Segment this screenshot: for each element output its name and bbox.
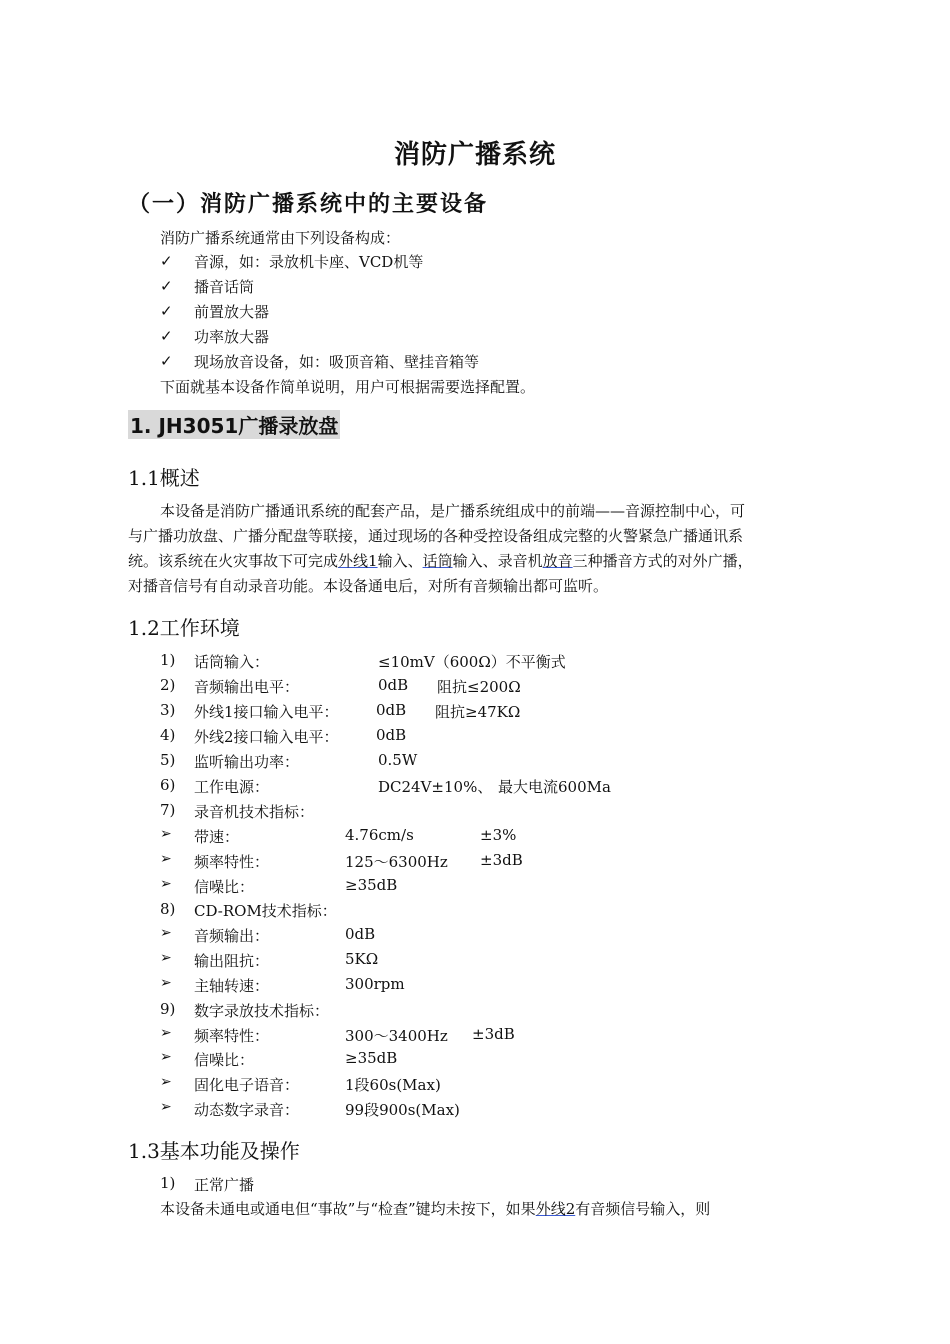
spec-label: 外线2接口输入电平：: [194, 728, 339, 746]
spec-value: 0.5W: [378, 751, 418, 769]
heading-1-2: 1.2工作环境: [128, 616, 240, 640]
spec-label: 信噪比：: [194, 1051, 255, 1069]
function-label: 正常广播: [194, 1176, 255, 1194]
after-list-text: 下面就基本设备作简单说明，用户可根据需要选择配置。: [160, 378, 536, 396]
spec-value: ≤10mV（600Ω）不平衡式: [378, 653, 566, 671]
spec-value: ≥35dB: [345, 876, 398, 894]
spec-value: 1段60s(Max): [345, 1076, 441, 1094]
spec-value-2: ±3dB: [480, 851, 523, 869]
spec-value: 0dB: [376, 701, 407, 719]
spec-label: 频率特性：: [194, 853, 270, 871]
heading-1-3: 1.3基本功能及操作: [128, 1139, 300, 1163]
spec-value: 125～6300Hz: [345, 853, 448, 871]
spec-value-2: ±3dB: [472, 1025, 515, 1043]
spec-value: 5KΩ: [345, 950, 379, 968]
list-item: 现场放音设备，如：吸顶音箱、壁挂音箱等: [194, 353, 480, 371]
spec-label: 输出阻抗：: [194, 952, 270, 970]
spec-value: 4.76cm/s: [345, 826, 414, 844]
arrow-bullet-icon: ➢: [160, 1099, 172, 1115]
spec-number: 7): [160, 801, 176, 819]
overview-line: 统。该系统在火灾事故下可完成外线1输入、话筒输入、录音机放音三种播音方式的对外广播，: [128, 552, 753, 570]
spec-label: 监听输出功率：: [194, 753, 300, 771]
overview-line: 对播音信号有自动录音功能。本设备通电后，对所有音频输出都可监听。: [128, 577, 609, 595]
arrow-bullet-icon: ➢: [160, 851, 172, 867]
spec-value: 0dB: [376, 726, 407, 744]
spec-number: 5): [160, 751, 176, 769]
underlined-term: 放音: [542, 552, 573, 570]
spec-label: 外线1接口输入电平：: [194, 703, 339, 721]
spec-number: 4): [160, 726, 176, 744]
list-item: 功率放大器: [194, 328, 270, 346]
spec-label: 话筒输入：: [194, 653, 270, 671]
spec-label: 音频输出电平：: [194, 678, 300, 696]
spec-number: 9): [160, 1000, 176, 1018]
overview-line: 本设备是消防广播通讯系统的配套产品，是广播系统组成中的前端——音源控制中心，可: [160, 502, 746, 520]
document-title: 消防广播系统: [393, 140, 556, 170]
check-icon: ✓: [160, 327, 173, 345]
heading-1: 1. JH3051广播录放盘: [128, 410, 340, 439]
overview-paragraph: [128, 499, 838, 599]
spec-label: 带速：: [194, 828, 240, 846]
arrow-bullet-icon: ➢: [160, 950, 172, 966]
spec-label: 音频输出：: [194, 927, 270, 945]
arrow-bullet-icon: ➢: [160, 925, 172, 941]
underlined-term: 外线1: [338, 552, 378, 570]
arrow-bullet-icon: ➢: [160, 1049, 172, 1065]
spec-label: 工作电源：: [194, 778, 270, 796]
arrow-bullet-icon: ➢: [160, 826, 172, 842]
arrow-bullet-icon: ➢: [160, 1074, 172, 1090]
function-number: 1): [160, 1174, 176, 1192]
spec-label: 主轴转速：: [194, 977, 270, 995]
spec-label: 信噪比：: [194, 878, 255, 896]
spec-value: ≥35dB: [345, 1049, 398, 1067]
spec-value: DC24V±10%、: [378, 778, 493, 796]
underlined-term: 话筒: [422, 552, 453, 570]
spec-group-label: 录音机技术指标：: [194, 803, 315, 821]
spec-label: 固化电子语音：: [194, 1076, 300, 1094]
check-icon: ✓: [160, 302, 173, 320]
spec-group-label: 数字录放技术指标：: [194, 1002, 330, 1020]
spec-value-2: 阻抗≤200Ω: [437, 678, 521, 696]
arrow-bullet-icon: ➢: [160, 876, 172, 892]
list-item: 音源，如：录放机卡座、VCD机等: [194, 253, 424, 271]
function-text: 本设备未通电或通电但“事故”与“检查”键均未按下，如果外线2有音频信号输入，则: [160, 1200, 711, 1218]
spec-value: 99段900s(Max): [345, 1101, 460, 1119]
spec-number: 6): [160, 776, 176, 794]
section-heading: （一）消防广播系统中的主要设备: [128, 192, 489, 217]
heading-1-1: 1.1概述: [128, 466, 200, 490]
spec-number: 8): [160, 900, 176, 918]
spec-value: 0dB: [378, 676, 409, 694]
spec-value: 300～3400Hz: [345, 1027, 448, 1045]
spec-value-2: 阻抗≥47KΩ: [435, 703, 521, 721]
list-item: 前置放大器: [194, 303, 270, 321]
arrow-bullet-icon: ➢: [160, 975, 172, 991]
spec-group-label: CD-ROM技术指标：: [194, 902, 337, 920]
spec-value-2: 最大电流600Ma: [498, 778, 611, 796]
spec-value-2: ±3%: [480, 826, 517, 844]
spec-label: 动态数字录音：: [194, 1101, 300, 1119]
spec-number: 3): [160, 701, 176, 719]
underlined-term: 外线2: [535, 1200, 576, 1218]
spec-value: 0dB: [345, 925, 376, 943]
spec-label: 频率特性：: [194, 1027, 270, 1045]
spec-value: 300rpm: [345, 975, 405, 993]
list-item: 播音话筒: [194, 278, 255, 296]
check-icon: ✓: [160, 277, 173, 295]
intro-text: 消防广播系统通常由下列设备构成：: [160, 229, 401, 247]
spec-number: 2): [160, 676, 176, 694]
check-icon: ✓: [160, 352, 173, 370]
overview-line: 与广播功放盘、广播分配盘等联接，通过现场的各种受控设备组成完整的火警紧急广播通讯系: [128, 527, 744, 545]
arrow-bullet-icon: ➢: [160, 1025, 172, 1041]
check-icon: ✓: [160, 252, 173, 270]
spec-number: 1): [160, 651, 176, 669]
